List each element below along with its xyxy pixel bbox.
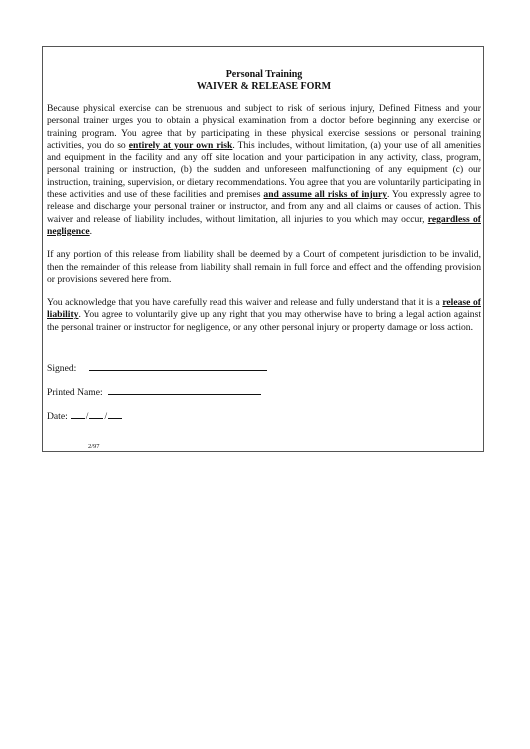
printed-name-row [47,384,261,399]
signed-label: Signed: [47,363,77,374]
risk-text-a: Because physical exercise can be strenuous and subject to risk of serious injury, Defined Fitness and your personal trainer urges you to obtain a physical examination from a doctor before beginning any exercise or training program. You agree that by participating in these physical exercise sessions or personal training activities, you do so [47,103,481,151]
date-separator: / [104,411,108,422]
form-title: Personal Training [225,69,303,80]
date-day-field[interactable] [89,408,103,419]
date-separator: / [85,411,89,422]
acknowledgement-paragraph [47,297,481,334]
severability-paragraph: If any portion of this release from liability shall be deemed by a Court of competent jurisdiction to be invalid, then the remainder of this release from liability shall remain in full force and effect and the offending provision or provisions severed here from. [47,249,481,285]
risk-text-c: . This includes, without limitation, (a) your use of all amenities and equipment in the facility and any off site location and your participation in any activity, class, program, personal training or instruction, (b) the sudden and unforeseen malfunctioning of any equipment (c) our instruction, training, supervision, or dietary recommendations. You agree that you are voluntarily participating in these activities and use of these facilities and premises [47,139,481,201]
ack-text-a: You acknowledge that you have carefully read this waiver and release and fully understand that it is a [47,297,443,309]
risk-text-e: . You expressly agree to release and discharge your personal trainer or instructor, and from any and all claims or causes of action. This waiver and release of liability includes, without limitation, all injuries to you which may occur, [47,189,481,225]
assume-risk-emphasis: and assume all risks of injury [263,189,388,201]
waiver-form [42,46,484,452]
printed-name-field[interactable] [108,384,261,395]
own-risk-emphasis: entirely at your own risk [128,139,233,151]
date-label: Date: [47,411,68,422]
ack-text-c: . You agree to voluntarily give up any right that you may otherwise have to bring a legal action against the personal trainer or instructor for negligence, or any other personal injury or property damage or loss action. [47,309,481,333]
negligence-emphasis: regardless of negligence [47,213,481,237]
form-subtitle: WAIVER & RELEASE FORM [196,81,332,92]
signature-field[interactable] [89,360,267,371]
date-year-field[interactable] [108,408,122,419]
release-liability-emphasis: release of liability [47,297,481,321]
form-body [47,47,481,334]
risk-paragraph [47,103,481,238]
revision-code: 2/97 [88,443,100,450]
signed-row [47,360,267,375]
printed-name-label: Printed Name: [47,387,103,398]
risk-text-g: . [89,225,93,237]
date-row [47,408,122,423]
date-month-field[interactable] [71,408,85,419]
